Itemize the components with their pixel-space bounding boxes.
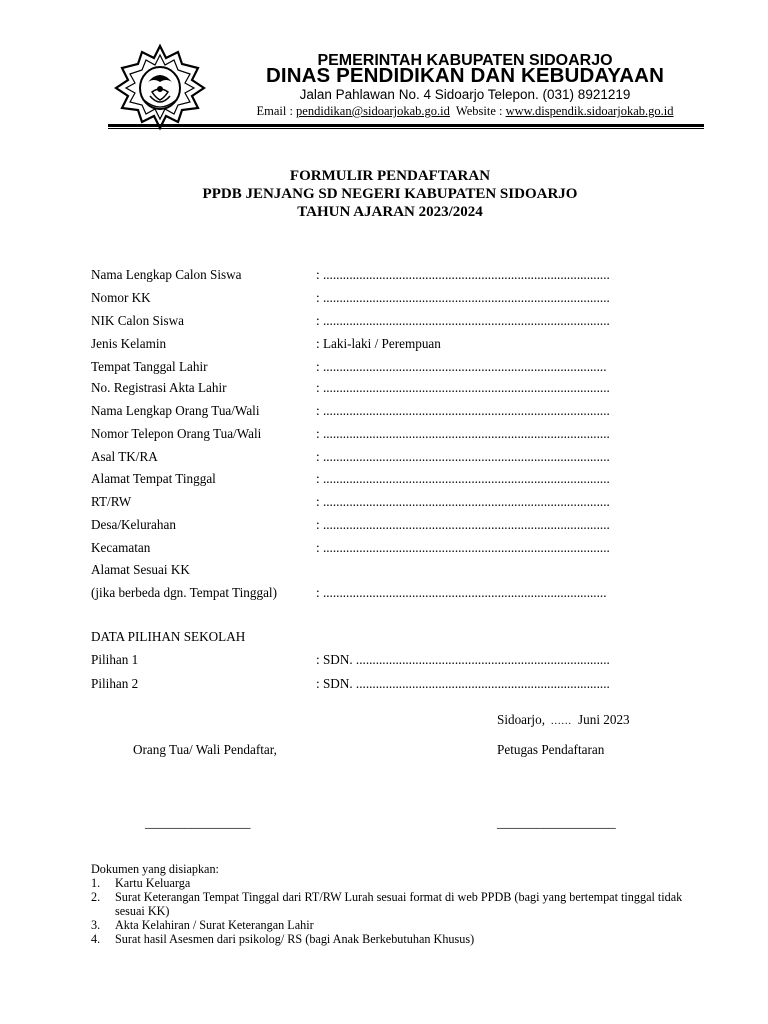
academic-year: TAHUN AJARAN 2023/2024 [297, 204, 483, 220]
document-number: 1. [91, 876, 101, 890]
place-text: Sidoarjo, [497, 712, 545, 727]
field-label: RT/RW [91, 494, 132, 509]
document-item [91, 876, 711, 890]
field-blank[interactable]: : Laki-laki / Perempuan [316, 336, 441, 351]
field-blank[interactable]: : ...................................................................................... [316, 359, 607, 374]
field-blank[interactable]: : ....................................................................................... [316, 267, 610, 282]
field-blank[interactable]: : ....................................................................................... [316, 449, 610, 464]
letterhead-divider-thin [108, 128, 704, 129]
field-label: Asal TK/RA [91, 449, 158, 464]
field-blank[interactable]: : ....................................................................................... [316, 426, 610, 441]
parent-signature-line[interactable]: ________________ [145, 815, 251, 830]
field-blank[interactable]: : ....................................................................................... [316, 290, 610, 305]
document-item [91, 918, 711, 932]
field-blank[interactable]: : ....................................................................................... [316, 380, 610, 395]
documents-heading: Dokumen yang disiapkan: [91, 862, 219, 876]
field-label: Nomor KK [91, 290, 151, 305]
choice-blank[interactable]: : SDN. ............................................................................. [316, 652, 610, 667]
field-label: Tempat Tanggal Lahir [91, 359, 208, 374]
government-name: PEMERINTAH KABUPATEN SIDOARJO [317, 52, 613, 69]
document-number: 2. [91, 890, 101, 904]
field-blank[interactable]: : ....................................................................................... [316, 494, 610, 509]
field-label: (jika berbeda dgn. Tempat Tinggal) [91, 585, 277, 600]
field-blank[interactable]: : ....................................................................................... [316, 471, 610, 486]
signature-place-date [497, 712, 630, 728]
document-text: Kartu Keluarga [115, 876, 191, 890]
choice-label: Pilihan 2 [91, 676, 139, 691]
website-link[interactable]: www.dispendik.sidoarjokab.go.id [505, 104, 674, 118]
website-label: Website : [449, 104, 506, 118]
field-label: Alamat Sesuai KK [91, 562, 190, 577]
field-label: No. Registrasi Akta Lahir [91, 380, 227, 395]
field-blank[interactable]: : ...................................................................................... [316, 585, 607, 600]
contact-line [200, 104, 730, 119]
document-text: Surat Keterangan Tempat Tinggal dari RT/RW Lurah sesuai format di web PPDB (bagi yang bertempat tinggal tidak sesuai KK) [115, 890, 683, 918]
field-blank[interactable]: : ....................................................................................... [316, 313, 610, 328]
document-number: 3. [91, 918, 101, 932]
email-link[interactable]: pendidikan@sidoarjokab.go.id [296, 104, 450, 118]
field-label: Jenis Kelamin [91, 336, 167, 351]
choice-blank[interactable]: : SDN. ............................................................................. [316, 676, 610, 691]
required-documents [91, 862, 711, 946]
field-label: Nama Lengkap Calon Siswa [91, 267, 242, 282]
document-text: Akta Kelahiran / Surat Keterangan Lahir [115, 918, 314, 932]
choice-label: Pilihan 1 [91, 652, 139, 667]
email-label: Email : [256, 104, 297, 118]
field-label: Kecamatan [91, 540, 151, 555]
form-subtitle: PPDB JENJANG SD NEGERI KABUPATEN SIDOARJO [202, 186, 578, 202]
field-label: Nomor Telepon Orang Tua/Wali [91, 426, 262, 441]
field-label: Alamat Tempat Tinggal [91, 471, 216, 486]
officer-signature-line[interactable]: __________________ [497, 815, 616, 830]
document-number: 4. [91, 932, 101, 946]
field-label: NIK Calon Siswa [91, 313, 185, 328]
document-item [91, 932, 711, 946]
officer-signature-title: Petugas Pendaftaran [497, 742, 605, 757]
date-blank[interactable]: ...... [551, 716, 572, 727]
field-blank[interactable]: : ....................................................................................... [316, 540, 610, 555]
field-label: Nama Lengkap Orang Tua/Wali [91, 403, 260, 418]
letterhead-divider [108, 124, 704, 127]
parent-signature-title: Orang Tua/ Wali Pendaftar, [133, 742, 277, 757]
field-label: Desa/Kelurahan [91, 517, 176, 532]
field-blank[interactable]: : ....................................................................................... [316, 403, 610, 418]
field-blank[interactable]: : ....................................................................................... [316, 517, 610, 532]
form-title: FORMULIR PENDAFTARAN [289, 168, 491, 184]
document-item [91, 890, 711, 918]
documents-list [91, 876, 711, 946]
document-text: Surat hasil Asesmen dari psikolog/ RS (bagi Anak Berkebutuhan Khusus) [115, 932, 475, 946]
sidoarjo-regency-emblem-icon [108, 42, 212, 132]
school-choice-heading: DATA PILIHAN SEKOLAH [91, 629, 246, 644]
office-name: DINAS PENDIDIKAN DAN KEBUDAYAAN [266, 64, 664, 87]
date-text: Juni 2023 [578, 712, 630, 727]
office-address: Jalan Pahlawan No. 4 Sidoarjo Telepon. (031) 8921219 [299, 87, 631, 102]
